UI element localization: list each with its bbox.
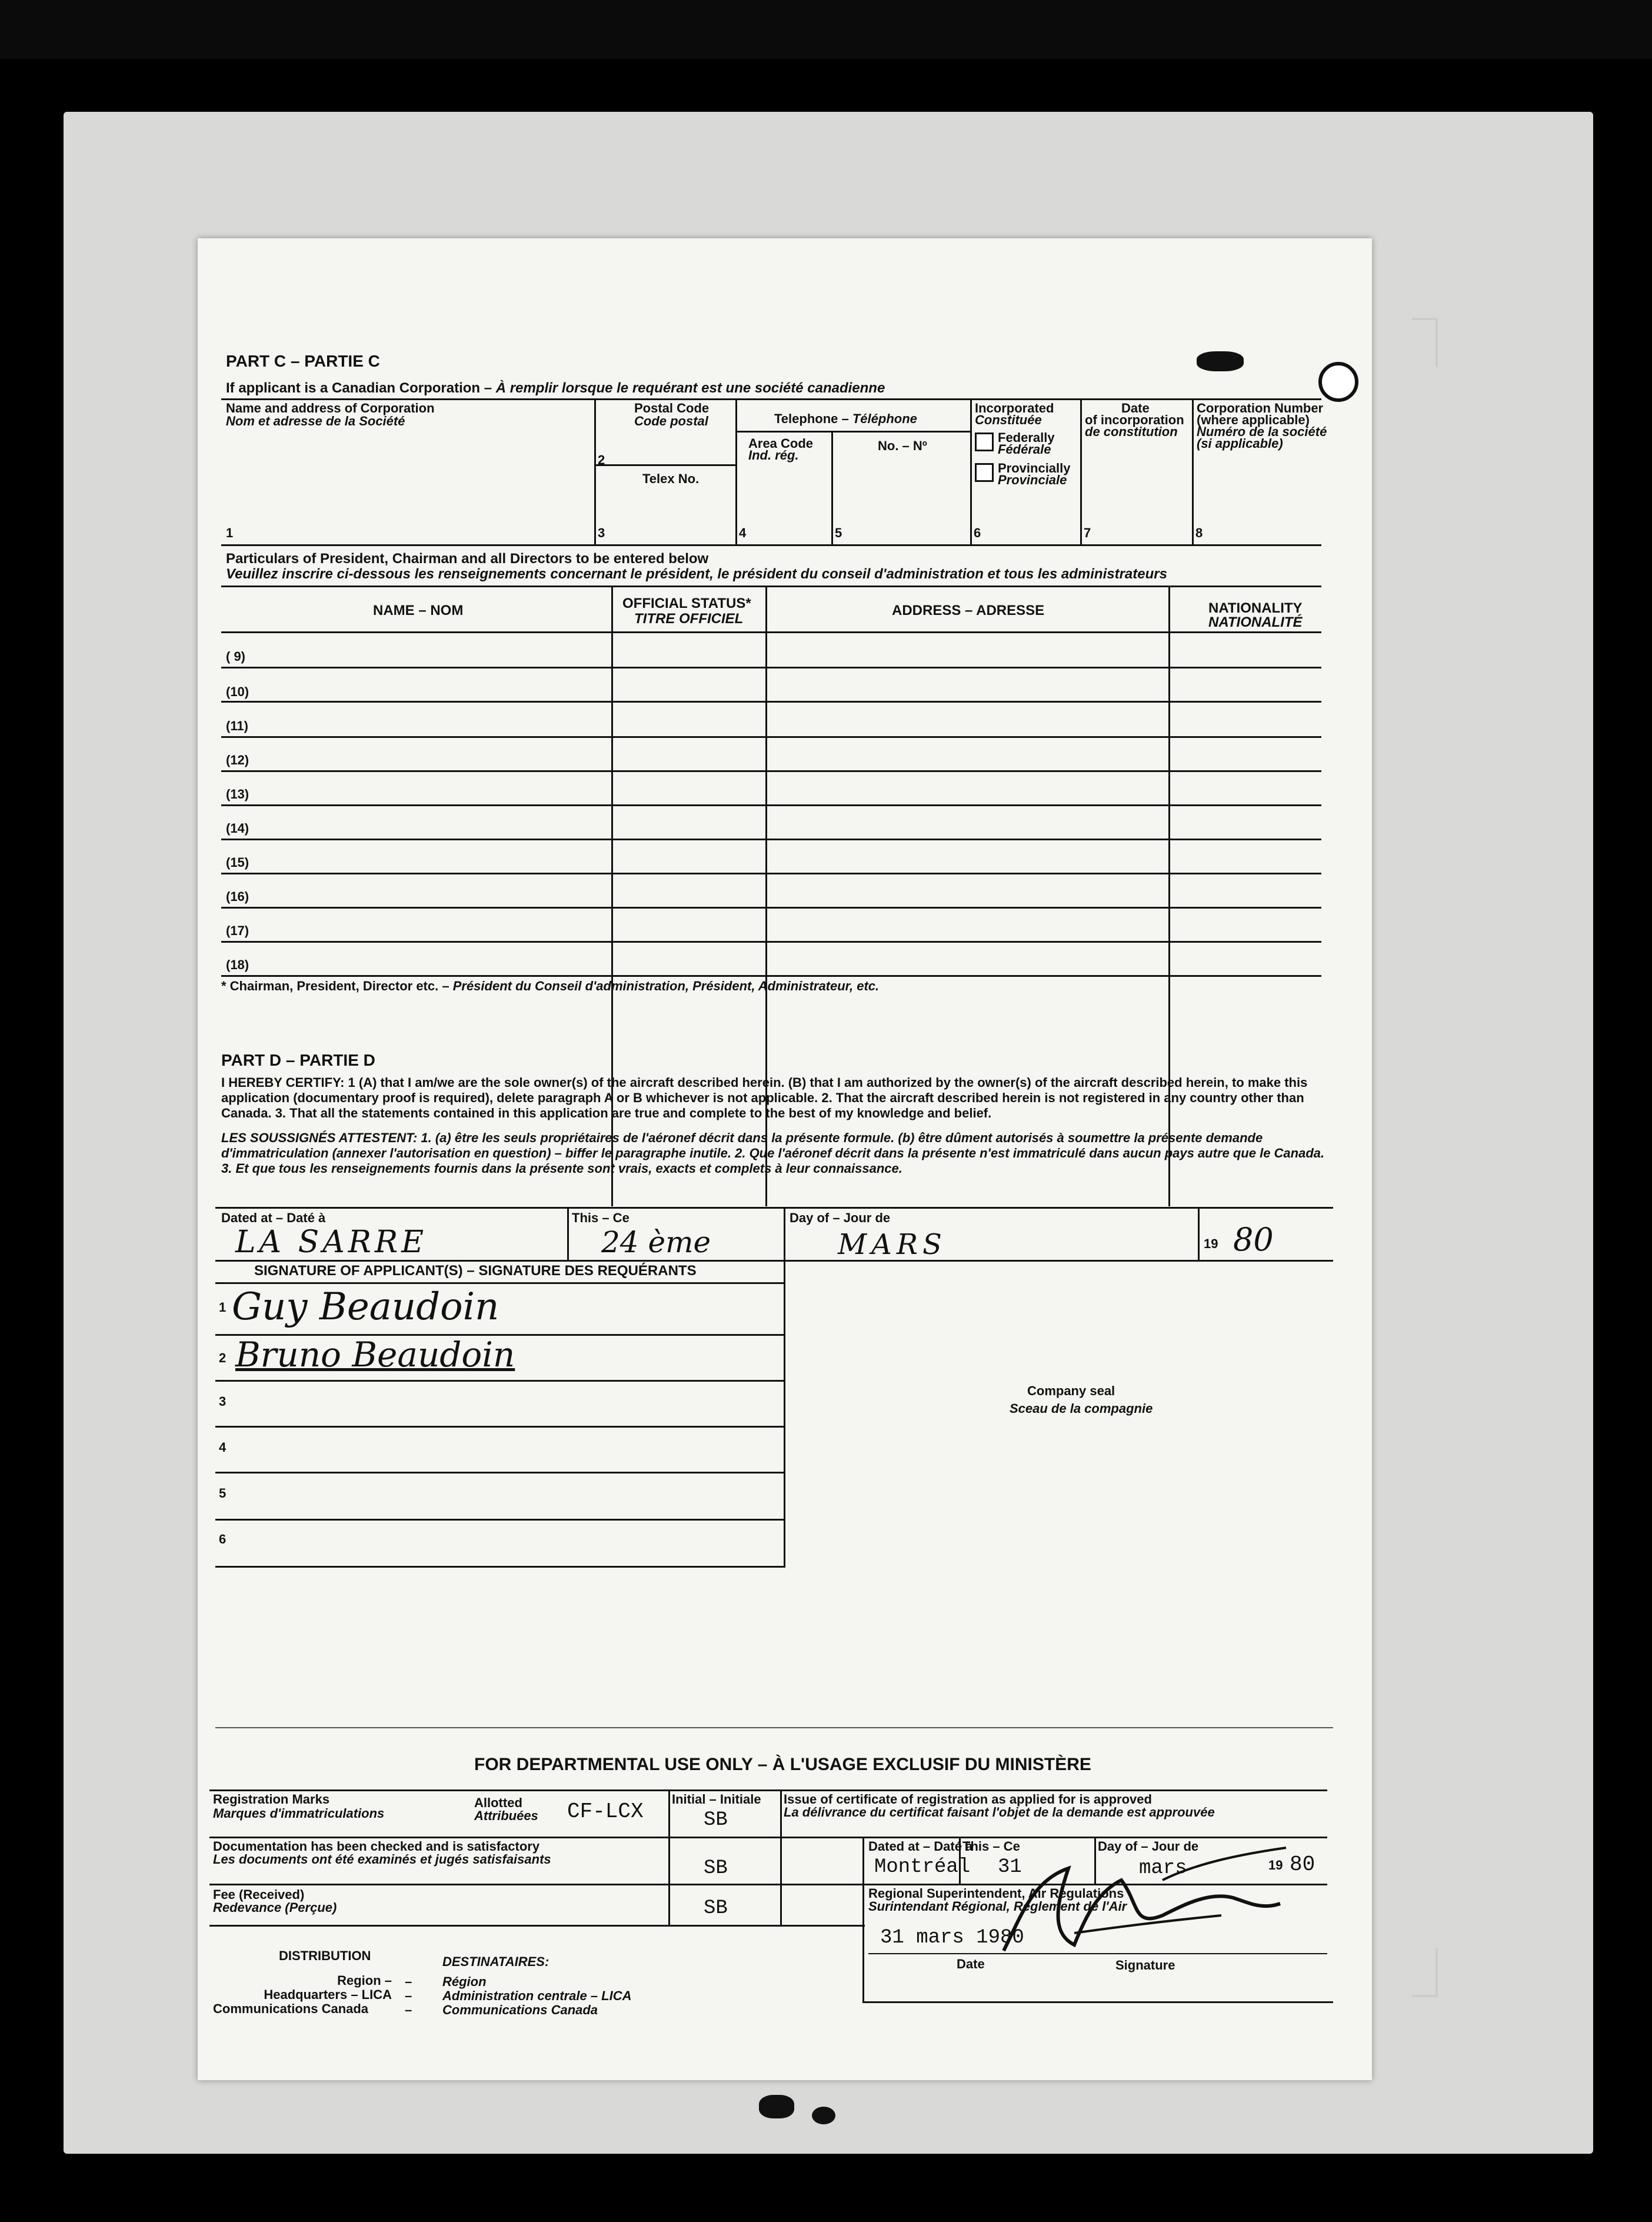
dist-headquarters: Headquarters – LICA: [264, 1987, 392, 2002]
initial-label: Initial – Initiale: [672, 1792, 761, 1807]
reg-marks-label-fr: Marques d'immatriculations: [213, 1806, 385, 1821]
part-c-subtitle: [226, 380, 885, 397]
ink-mark: [812, 2107, 835, 2124]
approval-date-label: Date: [957, 1957, 985, 1971]
registration-mark-value: CF-LCX: [567, 1799, 644, 1824]
director-row-number: (12): [226, 753, 249, 767]
allotted-label: Allotted: [474, 1795, 522, 1810]
rule: [221, 839, 1321, 840]
dept-use-title: FOR DEPARTMENTAL USE ONLY – À L'USAGE EXCLUSIF DU MINISTÈRE: [474, 1755, 1091, 1774]
director-row-number: (14): [226, 821, 249, 836]
federally-label-fr: Fédérale: [998, 442, 1051, 457]
dated-at-value: LA SARRE: [235, 1225, 428, 1260]
name-address-label-fr: Nom et adresse de la Société: [226, 414, 405, 428]
rule: [209, 1789, 1327, 1791]
initial-value-3: SB: [704, 1897, 728, 1920]
rule: [215, 1260, 1333, 1262]
rule: [221, 701, 1321, 703]
director-row-number: (17): [226, 923, 249, 938]
applicant-signature-1: Guy Beaudoin: [232, 1285, 499, 1329]
crop-mark-bottom-right: [1412, 1948, 1438, 1997]
year-value: 80: [1233, 1221, 1274, 1258]
dist-dash: –: [405, 2003, 412, 2017]
area-code-label-fr: Ind. rég.: [748, 448, 799, 463]
dept-dated-at-label: Dated at – Daté à: [868, 1839, 973, 1854]
dist-headquarters-fr: Administration centrale – LICA: [442, 1988, 632, 2003]
punch-hole: [1318, 362, 1358, 402]
signature-line: [215, 1426, 785, 1428]
part-d-title: PART D – PARTIE D: [221, 1051, 375, 1069]
allotted-label-fr: Attribuées: [474, 1808, 538, 1823]
dist-region-fr: Région: [442, 1974, 487, 1989]
col-address-header: ADDRESS – ADRESSE: [892, 603, 1045, 618]
rule: [221, 398, 1321, 400]
box-number: 3: [598, 525, 605, 540]
initial-value-2: SB: [704, 1857, 728, 1880]
postal-code-label-fr: Code postal: [634, 414, 708, 428]
fee-label-fr: Redevance (Perçue): [213, 1900, 337, 1915]
federally-checkbox[interactable]: [975, 433, 994, 451]
dated-at-label: Dated at – Daté à: [221, 1210, 326, 1225]
signature-line-number: 3: [219, 1394, 227, 1409]
day-of-value: MARS: [838, 1228, 947, 1261]
signature-line-number: 6: [219, 1532, 227, 1546]
rule: [221, 736, 1321, 738]
rule: [567, 1207, 569, 1260]
superintendent-signature: [986, 1845, 1292, 1962]
dist-region: Region –: [337, 1973, 392, 1988]
destinataires-label: DESTINATAIRES:: [442, 1954, 549, 1969]
reg-marks-label: Registration Marks: [213, 1792, 330, 1807]
col-status-header-fr: TITRE OFFICIEL: [634, 611, 744, 627]
date-incorporation-label: Date: [1121, 401, 1150, 415]
rule: [831, 431, 833, 544]
part-c-title: PART C – PARTIE C: [226, 352, 380, 370]
rule: [1080, 398, 1082, 544]
date-incorporation-label-fr: de constitution: [1085, 424, 1178, 439]
certify-text-en: I HEREBY CERTIFY: 1 (A) that I am/we are the sole owner(s) of the aircraft described herein. (B) that I am authorized by the owner(s) of the aircraft described herein, to make this application (documentary proof is required), delete paragraph A or B whichever is not applicable. 2. That the aircraft described herein is not registered in any country other than Canada. 3. That all the statements contained in this application are true and complete to the best of my knowledge and belief.: [221, 1075, 1308, 1120]
director-row-number: (15): [226, 855, 249, 870]
rule: [221, 907, 1321, 909]
rule: [970, 398, 972, 544]
incorporated-label: Incorporated: [975, 401, 1054, 415]
rule: [735, 398, 737, 544]
rule: [215, 1282, 785, 1284]
director-row-number: (10): [226, 684, 249, 699]
name-address-label: Name and address of Corporation: [226, 401, 435, 415]
area-code-label: Area Code: [748, 436, 814, 451]
distribution-label: DISTRIBUTION: [279, 1948, 371, 1963]
postal-code-label: Postal Code: [634, 401, 710, 415]
provincially-checkbox[interactable]: [975, 463, 994, 482]
rule: [221, 586, 1321, 587]
provincially-label: Provincially: [998, 461, 1071, 475]
rule: [221, 631, 1321, 633]
col-name-header: NAME – NOM: [373, 603, 464, 618]
telex-label: Telex No.: [642, 471, 700, 486]
col-nationality-header: NATIONALITY: [1208, 600, 1303, 616]
day-of-label: Day of – Jour de: [790, 1210, 891, 1225]
signature-line-number: 2: [219, 1351, 227, 1365]
dept-day-of-label: Day of – Jour de: [1098, 1839, 1199, 1854]
rule: [215, 1727, 1333, 1728]
issue-approved-label-fr: La délivrance du certificat faisant l'objet de la demande est approuvée: [784, 1805, 1215, 1819]
ink-mark: [759, 2095, 794, 2118]
applicant-signature-2: Bruno Beaudoin: [235, 1335, 515, 1375]
rule: [221, 975, 1321, 977]
rule: [594, 464, 735, 466]
director-row-number: ( 9): [226, 649, 245, 664]
dept-year-value: 80: [1290, 1852, 1315, 1877]
director-row-number: (11): [226, 719, 248, 733]
rule: [215, 1566, 785, 1568]
this-value: 24 ème: [601, 1225, 711, 1259]
certify-text-fr: LES SOUSSIGNÉS ATTESTENT: 1. (a) être les seuls propriétaires de l'aéronef décrit dans la présente formule. (b) être dûment autorisés à soumettre la présente demande d'immatriculation (annexer l'autorisation en question) – biffer le paragraphe inutile. 2. Que l'aéronef décrit dans la présente n'est immatriculé dans aucun pays autre que le Canada. 3. Et que tous les renseignements fournis dans la présente sont vrais, exacts et complets à leur connaissance.: [221, 1130, 1325, 1176]
official-status-footnote: [221, 979, 879, 994]
rule: [780, 1789, 782, 1925]
corporation-number-label-fr-2: (si applicable): [1197, 436, 1283, 451]
fee-label: Fee (Received): [213, 1887, 305, 1902]
initial-value-1: SB: [704, 1809, 728, 1831]
phone-number-label: No. – Nº: [878, 438, 927, 453]
signature-line: [215, 1472, 785, 1473]
dist-dash: –: [405, 1974, 412, 1989]
signature-header: SIGNATURE OF APPLICANT(S) – SIGNATURE DES REQUÉRANTS: [254, 1263, 697, 1279]
rule: [735, 431, 970, 433]
telephone-label-en: Telephone –: [774, 411, 849, 426]
col-nationality-header-fr: NATIONALITÉ: [1208, 614, 1303, 630]
rule: [862, 2001, 1333, 2003]
rule: [1192, 398, 1194, 544]
particulars-label-fr: Veuillez inscrire ci-dessous les renseignements concernant le président, le président du conseil d'administration et tous les administrateurs: [226, 566, 1167, 582]
signature-line: [215, 1519, 785, 1521]
dist-communications: Communications Canada: [213, 2001, 369, 2016]
director-row-number: (16): [226, 889, 249, 904]
ink-blot: [1197, 351, 1244, 371]
rule: [221, 770, 1321, 772]
telephone-label: [774, 411, 917, 427]
signature-line-number: 4: [219, 1440, 227, 1455]
dept-year-prefix: 19: [1268, 1858, 1283, 1872]
provincially-label-fr: Provinciale: [998, 473, 1067, 487]
rule: [594, 398, 596, 544]
particulars-label: Particulars of President, Chairman and all Directors to be entered below: [226, 551, 709, 567]
rule: [221, 804, 1321, 806]
dist-communications-fr: Communications Canada: [442, 2003, 598, 2017]
rule: [215, 1207, 1333, 1209]
part-c-subtitle-fr: À remplir lorsque le requérant est une société canadienne: [495, 380, 885, 396]
dept-this-value: 31: [998, 1856, 1022, 1878]
dept-dated-at-value: Montréal: [874, 1856, 971, 1878]
rule: [221, 873, 1321, 874]
director-row-number: (18): [226, 957, 249, 972]
year-prefix: 19: [1204, 1236, 1218, 1251]
rule: [221, 667, 1321, 668]
approval-date-value: 31 mars 1980: [880, 1927, 1024, 1949]
rule: [221, 941, 1321, 943]
rule: [668, 1789, 670, 1925]
corporation-number-label: Corporation Number: [1197, 401, 1324, 415]
box-number: 8: [1195, 525, 1203, 540]
dept-this-label: This – Ce: [962, 1839, 1020, 1854]
superintendent-label: Regional Superintendent, Air Regulations: [868, 1886, 1124, 1901]
rule: [221, 544, 1321, 546]
corporation-number-label-2: (where applicable): [1197, 413, 1310, 427]
signature-line-number: 5: [219, 1486, 227, 1501]
issue-approved-label: Issue of certificate of registration as applied for is approved: [784, 1792, 1152, 1807]
rule: [1198, 1207, 1200, 1260]
director-row-number: (13): [226, 787, 249, 801]
crop-mark-top-right: [1412, 318, 1438, 367]
incorporated-label-fr: Constituée: [975, 413, 1042, 427]
dept-day-of-value: mars: [1139, 1857, 1187, 1880]
part-c-subtitle-en: If applicant is a Canadian Corporation –: [226, 380, 492, 396]
documentation-label-fr: Les documents ont été examinés et jugés satisfaisants: [213, 1852, 551, 1867]
form-sheet: [198, 238, 1372, 2080]
company-seal-label: Company seal: [1027, 1383, 1115, 1398]
box-number: 5: [835, 525, 842, 540]
scan-top-band: [0, 0, 1652, 59]
box-number: 6: [974, 525, 981, 540]
signature-line: [215, 1380, 785, 1382]
approval-signature-label: Signature: [1115, 1958, 1175, 1972]
rule: [784, 1207, 785, 1260]
signature-line-number: 1: [219, 1300, 227, 1315]
telephone-label-fr: Téléphone: [852, 411, 917, 426]
dist-dash: –: [405, 1988, 412, 2003]
company-seal-label-fr: Sceau de la compagnie: [1010, 1401, 1153, 1416]
box-number: 2: [598, 453, 605, 467]
box-number: 4: [739, 525, 747, 540]
superintendent-label-fr: Surintendant Régional, Réglement de l'Air: [868, 1899, 1127, 1914]
rule: [862, 1837, 864, 2001]
federally-label: Federally: [998, 430, 1055, 445]
documentation-label: Documentation has been checked and is satisfactory: [213, 1839, 540, 1854]
rule: [209, 1837, 1327, 1838]
footnote-en: * Chairman, President, Director etc. –: [221, 979, 449, 993]
box-number: 7: [1084, 525, 1091, 540]
rule: [209, 1925, 865, 1927]
box-number: 1: [226, 525, 234, 540]
col-status-header: OFFICIAL STATUS*: [622, 596, 751, 611]
footnote-fr: Président du Conseil d'administration, Président, Administrateur, etc.: [452, 979, 880, 993]
date-incorporation-label-2: of incorporation: [1085, 413, 1184, 427]
corporation-number-label-fr: Numéro de la société: [1197, 424, 1327, 439]
this-label: This – Ce: [572, 1210, 630, 1225]
